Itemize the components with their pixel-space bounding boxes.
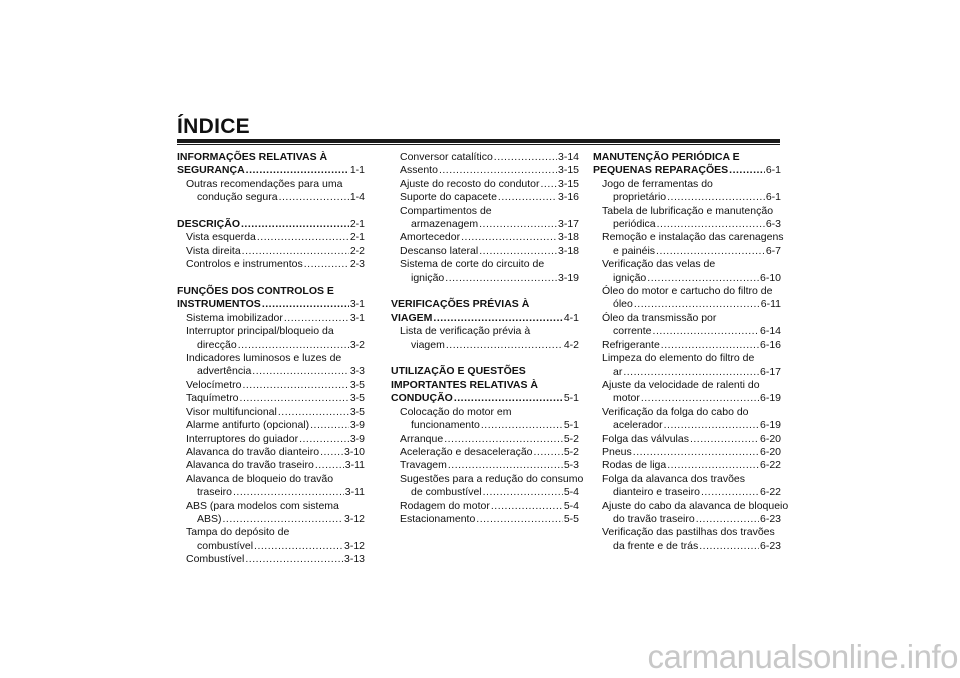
toc-entry — [177, 352, 365, 365]
toc-entry-text: Aceleração e desaceleração — [400, 445, 533, 458]
toc-entry-text: Alavanca de bloqueio do travão — [186, 472, 334, 485]
toc-entry-text: ignição — [613, 271, 647, 284]
toc-entry-text: VIAGEM — [391, 311, 433, 324]
dot-leader — [299, 433, 349, 446]
toc-entry-text: Estacionamento — [400, 512, 476, 525]
toc-entry — [593, 526, 781, 539]
toc-entry-text: traseiro — [197, 486, 233, 499]
toc-page-number: 6-23 — [759, 512, 781, 525]
toc-page-number: 1-4 — [349, 191, 365, 204]
toc-entry-text: DESCRIÇÃO — [177, 218, 241, 231]
toc-entry-text: INFORMAÇÕES RELATIVAS À — [177, 151, 328, 163]
toc-page-number: 3-9 — [349, 432, 365, 445]
toc-entry[interactable] — [593, 459, 781, 472]
toc-page-number: 3-11 — [344, 459, 365, 472]
toc-entry[interactable] — [177, 365, 365, 378]
toc-entry-text: SEGURANÇA — [177, 164, 245, 177]
toc-entry-text: direcção — [197, 338, 237, 351]
toc-entry-text: ABS (para modelos com sistema — [186, 499, 339, 512]
toc-entry-text: motor — [613, 392, 640, 405]
dot-leader — [479, 218, 557, 231]
toc-entry[interactable] — [391, 446, 579, 459]
toc-entry[interactable] — [177, 446, 365, 459]
dot-leader — [661, 339, 759, 352]
toc-section-heading[interactable] — [177, 164, 365, 177]
dot-leader — [494, 151, 557, 164]
title-rule-thin — [177, 144, 780, 145]
toc-spacer — [177, 205, 365, 218]
toc-page-number: 3-18 — [557, 231, 579, 244]
dot-leader — [257, 231, 349, 244]
toc-page-number: 6-1 — [765, 164, 781, 177]
toc-entry-text: Pneus — [602, 445, 632, 458]
toc-section-heading — [391, 365, 579, 378]
toc-page-number: 5-1 — [563, 392, 579, 405]
toc-entry-text: condução segura — [197, 191, 278, 204]
dot-leader — [641, 392, 759, 405]
toc-entry-text: Assento — [400, 164, 438, 177]
toc-entry-text: dianteiro e traseiro — [613, 486, 700, 499]
toc-entry — [391, 472, 584, 486]
dot-leader — [439, 164, 557, 177]
dot-leader — [241, 218, 349, 231]
toc-entry[interactable] — [177, 191, 365, 204]
toc-entry-text: Folga da alavanca dos travões — [602, 472, 746, 485]
toc-entry-text: acelerador — [613, 419, 663, 432]
toc-entry[interactable] — [177, 312, 365, 325]
dot-leader — [304, 258, 349, 271]
toc-entry-text: Óleo do motor e cartucho do filtro de — [602, 285, 773, 298]
toc-page-number: 6-1 — [765, 191, 781, 204]
toc-entry-text: óleo — [613, 298, 633, 311]
toc-entry[interactable] — [593, 366, 781, 379]
toc-page-number: 6-19 — [759, 392, 781, 405]
toc-entry-text: e painéis — [613, 244, 656, 257]
toc-page-number: 3-2 — [349, 338, 365, 351]
toc-entry — [593, 205, 781, 218]
dot-leader — [667, 459, 759, 472]
toc-entry-text: Refrigerante — [602, 338, 660, 351]
toc-column-1 — [177, 151, 365, 567]
toc-entry-text: de combustível — [411, 486, 482, 499]
toc-page-number: 6-11 — [760, 298, 781, 311]
toc-entry[interactable] — [593, 245, 781, 258]
dot-leader — [254, 540, 343, 553]
toc-page-number: 6-19 — [759, 419, 781, 432]
toc-entry-text: Velocímetro — [186, 378, 242, 391]
toc-page-number: 4-1 — [563, 311, 579, 324]
toc-entry — [391, 205, 579, 218]
toc-entry[interactable] — [391, 151, 579, 164]
toc-page-number: 6-3 — [765, 218, 781, 231]
toc-page-number: 2-3 — [349, 258, 365, 271]
toc-entry — [593, 312, 781, 325]
toc-entry-text: Conversor catalítico — [400, 151, 493, 163]
toc-entry-text: Colocação do motor em — [400, 405, 512, 418]
toc-entry-text: Descanso lateral — [400, 244, 479, 257]
toc-section-heading[interactable] — [177, 218, 365, 231]
toc-entry — [593, 473, 781, 486]
toc-entry-text: PEQUENAS REPARAÇÕES — [593, 164, 729, 177]
toc-entry-text: IMPORTANTES RELATIVAS À — [391, 378, 538, 391]
toc-section-heading — [391, 379, 579, 392]
toc-entry-text: ABS) — [197, 512, 222, 525]
toc-entry-text: ignição — [411, 271, 445, 284]
dot-leader — [534, 446, 563, 459]
toc-entry-text: ar — [613, 365, 623, 378]
toc-entry-text: Alarme antifurto (opcional) — [186, 419, 310, 432]
toc-page-number: 3-18 — [557, 244, 579, 257]
toc-entry-text: da frente e de trás — [613, 539, 699, 552]
toc-entry[interactable] — [177, 433, 365, 446]
dot-leader — [278, 406, 349, 419]
dot-leader — [448, 459, 563, 472]
toc-page-number: 4-2 — [563, 338, 579, 351]
toc-page-number: 3-15 — [557, 177, 579, 190]
dot-leader — [223, 513, 343, 526]
toc-entry-text: Ajuste da velocidade de ralenti do — [602, 378, 760, 391]
toc-entry[interactable] — [593, 218, 781, 231]
toc-entry[interactable] — [177, 486, 365, 499]
dot-leader — [240, 392, 349, 405]
toc-entry-text: Controlos e instrumentos — [186, 258, 303, 271]
dot-leader — [238, 339, 349, 352]
dot-leader — [445, 272, 557, 285]
dot-leader — [454, 392, 563, 405]
dot-leader — [690, 433, 759, 446]
dot-leader — [696, 513, 759, 526]
toc-entry[interactable] — [177, 392, 365, 405]
dot-leader — [242, 245, 349, 258]
dot-leader — [245, 553, 343, 566]
toc-page-number: 6-22 — [759, 486, 781, 499]
toc-entry-text: Verificação da folga do cabo do — [602, 405, 749, 418]
toc-column-2 — [391, 151, 584, 526]
dot-leader — [242, 379, 348, 392]
dot-leader — [623, 366, 759, 379]
toc-entry-text: Rodas de liga — [602, 459, 667, 472]
dot-leader — [320, 446, 343, 459]
toc-entry-text: corrente — [613, 325, 652, 338]
toc-page-number: 3-5 — [349, 405, 365, 418]
dot-leader — [233, 486, 344, 499]
toc-entry-text: Indicadores luminosos e luzes de — [186, 352, 342, 365]
toc-entry[interactable] — [391, 272, 579, 285]
toc-section-heading[interactable] — [593, 164, 781, 177]
toc-page-number: 3-5 — [349, 392, 365, 405]
toc-entry[interactable] — [391, 191, 579, 204]
dot-leader — [279, 191, 349, 204]
toc-entry — [593, 285, 781, 298]
toc-entry — [593, 352, 781, 365]
toc-entry[interactable] — [593, 433, 781, 446]
dot-leader — [664, 419, 759, 432]
toc-entry-text: Sugestões para a redução do consumo — [400, 472, 584, 485]
toc-entry-text: MANUTENÇÃO PERIÓDICA E — [593, 151, 740, 163]
toc-entry — [177, 178, 365, 191]
toc-entry[interactable] — [593, 446, 781, 459]
toc-entry — [177, 500, 365, 513]
toc-entry[interactable] — [593, 392, 781, 405]
dot-leader — [284, 312, 349, 325]
toc-section-heading[interactable] — [177, 298, 365, 311]
toc-entry-text: viagem — [411, 338, 445, 351]
toc-entry-text: Visor multifuncional — [186, 405, 277, 418]
toc-entry-text: Combustível — [186, 553, 245, 566]
dot-leader — [656, 245, 765, 258]
toc-entry-text: do travão traseiro — [613, 512, 695, 525]
toc-entry[interactable] — [391, 164, 579, 177]
toc-page-number: 6-10 — [759, 271, 781, 284]
toc-page-number: 2-1 — [349, 231, 365, 244]
toc-entry-text: Verificação das velas de — [602, 258, 716, 271]
toc-entry — [593, 258, 781, 271]
toc-entry-text: CONDUÇÃO — [391, 392, 453, 405]
toc-page-number: 3-11 — [344, 486, 365, 499]
toc-page-number: 6-17 — [759, 365, 781, 378]
toc-entry — [177, 473, 365, 486]
toc-entry-text: Alavanca do travão dianteiro — [186, 445, 320, 458]
dot-leader — [541, 178, 557, 191]
toc-page-number: 6-7 — [765, 244, 781, 257]
toc-entry[interactable] — [391, 245, 579, 258]
toc-page-number: 6-16 — [759, 338, 781, 351]
dot-leader — [701, 486, 759, 499]
toc-entry — [391, 325, 579, 338]
toc-entry-text: Alavanca do travão traseiro — [186, 459, 314, 472]
toc-page-number: 6-20 — [759, 445, 781, 458]
toc-entry-text: Amortecedor — [400, 231, 461, 244]
toc-entry-text: Arranque — [400, 432, 444, 445]
dot-leader — [262, 298, 349, 311]
toc-entry — [177, 526, 365, 539]
toc-entry[interactable] — [391, 178, 579, 191]
toc-entry[interactable] — [177, 513, 365, 526]
dot-leader — [476, 513, 563, 526]
dot-leader — [657, 218, 765, 231]
toc-page-number: 3-17 — [557, 218, 579, 231]
toc-entry[interactable] — [391, 513, 579, 526]
dot-leader — [481, 419, 563, 432]
toc-entry-text: Ajuste do recosto do condutor — [400, 177, 540, 190]
toc-entry-text: proprietário — [613, 191, 667, 204]
toc-entry[interactable] — [593, 298, 781, 311]
toc-entry-text: armazenagem — [411, 218, 479, 231]
toc-entry-text: Sistema de corte do circuito de — [400, 258, 545, 271]
toc-entry-text: VERIFICAÇÕES PRÉVIAS À — [391, 298, 530, 311]
toc-entry[interactable] — [177, 379, 365, 392]
toc-entry[interactable] — [391, 419, 579, 432]
toc-entry[interactable] — [391, 218, 579, 231]
toc-entry[interactable] — [391, 486, 579, 499]
toc-entry-text: Interruptores do guiador — [186, 432, 299, 445]
toc-section-heading[interactable] — [391, 392, 579, 405]
toc-entry-text: INSTRUMENTOS — [177, 298, 261, 311]
toc-entry[interactable] — [177, 540, 365, 553]
toc-spacer — [391, 352, 579, 365]
toc-page-number: 5-4 — [563, 486, 579, 499]
toc-page-number: 3-19 — [557, 271, 579, 284]
toc-section-heading — [593, 151, 781, 164]
toc-entry — [391, 258, 579, 271]
toc-entry[interactable] — [391, 339, 579, 352]
toc-page-number: 3-5 — [349, 378, 365, 391]
toc-entry-text: Compartimentos de — [400, 204, 492, 217]
toc-entry-text: Suporte do capacete — [400, 191, 497, 204]
toc-entry-text: Tabela de lubrificação e manutenção — [602, 204, 774, 217]
toc-entry — [593, 231, 784, 244]
toc-entry[interactable] — [177, 406, 365, 419]
toc-entry[interactable] — [177, 245, 365, 258]
toc-entry-text: UTILIZAÇÃO E QUESTÕES — [391, 365, 526, 378]
toc-page-number: 6-23 — [759, 539, 781, 552]
dot-leader — [634, 298, 760, 311]
toc-entry-text: funcionamento — [411, 419, 480, 432]
toc-page-number: 5-4 — [563, 499, 579, 512]
dot-leader — [667, 191, 765, 204]
toc-page-number: 6-14 — [759, 325, 781, 338]
toc-section-heading[interactable] — [391, 312, 579, 325]
dot-leader — [483, 486, 563, 499]
toc-entry-text: Vista direita — [186, 244, 241, 257]
toc-entry[interactable] — [391, 433, 579, 446]
toc-entry[interactable] — [593, 272, 781, 285]
toc-entry-text: Travagem — [400, 459, 447, 472]
toc-entry[interactable] — [177, 459, 365, 472]
toc-entry[interactable] — [593, 419, 781, 432]
dot-leader — [315, 459, 344, 472]
toc-page-number: 3-12 — [343, 539, 365, 552]
dot-leader — [491, 500, 563, 513]
dot-leader — [444, 433, 563, 446]
toc-section-heading — [177, 285, 365, 298]
toc-entry — [593, 499, 789, 513]
toc-page-number: 3-10 — [343, 445, 365, 458]
toc-entry-text: Remoção e instalação das carenagens — [602, 231, 784, 244]
toc-entry[interactable] — [177, 339, 365, 352]
toc-page-number: 5-2 — [563, 432, 579, 445]
toc-entry-text: Interruptor principal/bloqueio da — [186, 325, 334, 338]
toc-entry-text: Taquímetro — [186, 392, 239, 405]
toc-entry-text: Vista esquerda — [186, 231, 256, 244]
toc-entry[interactable] — [177, 553, 365, 566]
toc-page-number: 5-5 — [563, 512, 579, 525]
toc-page-number: 3-16 — [557, 191, 579, 204]
toc-page-number: 2-1 — [349, 218, 365, 231]
toc-entry-text: Ajuste do cabo da alavanca de bloqueio — [602, 499, 789, 512]
dot-leader — [246, 164, 349, 177]
dot-leader — [653, 325, 759, 338]
toc-entry-text: advertência — [197, 365, 252, 378]
toc-page-number: 3-12 — [343, 512, 365, 525]
dot-leader — [479, 245, 557, 258]
toc-page-number: 5-1 — [563, 419, 579, 432]
toc-entry[interactable] — [177, 258, 365, 271]
toc-spacer — [391, 285, 579, 298]
toc-page-number: 3-3 — [349, 365, 365, 378]
toc-entry — [593, 406, 781, 419]
toc-entry[interactable] — [593, 486, 781, 499]
toc-page-number: 5-2 — [563, 445, 579, 458]
toc-entry-text: Sistema imobilizador — [186, 311, 283, 324]
toc-page-number: 6-22 — [759, 459, 781, 472]
toc-column-3 — [593, 151, 789, 553]
dot-leader — [699, 540, 759, 553]
page-title: ÍNDICE — [177, 115, 250, 138]
toc-entry[interactable] — [391, 231, 579, 244]
toc-page-number: 6-20 — [759, 432, 781, 445]
toc-entry[interactable] — [593, 513, 781, 526]
toc-entry[interactable] — [177, 231, 365, 244]
toc-page-number: 5-3 — [563, 459, 579, 472]
toc-section-heading — [177, 151, 365, 164]
dot-leader — [498, 191, 557, 204]
toc-page-number: 1-1 — [349, 164, 365, 177]
toc-page-number: 3-15 — [557, 164, 579, 177]
toc-entry-text: Rodagem do motor — [400, 499, 490, 512]
dot-leader — [446, 339, 563, 352]
toc-entry — [593, 379, 781, 392]
toc-page-number: 3-13 — [343, 553, 365, 566]
toc-entry[interactable] — [593, 339, 781, 352]
toc-page-number: 3-1 — [349, 298, 365, 311]
toc-entry[interactable] — [391, 500, 579, 513]
toc-entry[interactable] — [177, 419, 365, 432]
toc-section-heading — [391, 298, 579, 311]
dot-leader — [633, 446, 759, 459]
toc-entry-text: Tampa do depósito de — [186, 526, 290, 539]
dot-leader — [252, 365, 349, 378]
toc-entry-text: Verificação das pastilhas dos travões — [602, 526, 775, 539]
toc-entry — [391, 406, 579, 419]
title-rule — [177, 139, 780, 143]
toc-entry-text: periódica — [613, 218, 656, 231]
toc-entry-text: Jogo de ferramentas do — [602, 177, 713, 190]
toc-entry-text: Óleo da transmissão por — [602, 311, 717, 324]
toc-entry[interactable] — [593, 325, 781, 338]
toc-entry-text: Folga das válvulas — [602, 432, 689, 445]
toc-page-number: 3-1 — [349, 311, 365, 324]
toc-entry — [177, 325, 365, 338]
toc-entry[interactable] — [391, 459, 579, 472]
toc-entry[interactable] — [593, 191, 781, 204]
toc-page-number: 3-14 — [557, 151, 579, 163]
toc-entry[interactable] — [593, 540, 781, 553]
toc-entry-text: Limpeza do elemento do filtro de — [602, 352, 755, 365]
dot-leader — [729, 164, 765, 177]
dot-leader — [647, 272, 759, 285]
toc-entry-text: Lista de verificação prévia à — [400, 325, 531, 338]
toc-page-number: 2-2 — [349, 244, 365, 257]
toc-spacer — [177, 272, 365, 285]
dot-leader — [433, 312, 562, 325]
toc-entry-text: FUNÇÕES DOS CONTROLOS E — [177, 285, 334, 298]
watermark: carmanualsonline.info — [647, 638, 958, 675]
toc-entry — [593, 178, 781, 191]
dot-leader — [461, 231, 557, 244]
toc-entry-text: Outras recomendações para uma — [186, 177, 343, 190]
dot-leader — [310, 419, 349, 432]
toc-entry-text: combustível — [197, 539, 254, 552]
toc-page-number: 3-9 — [349, 419, 365, 432]
